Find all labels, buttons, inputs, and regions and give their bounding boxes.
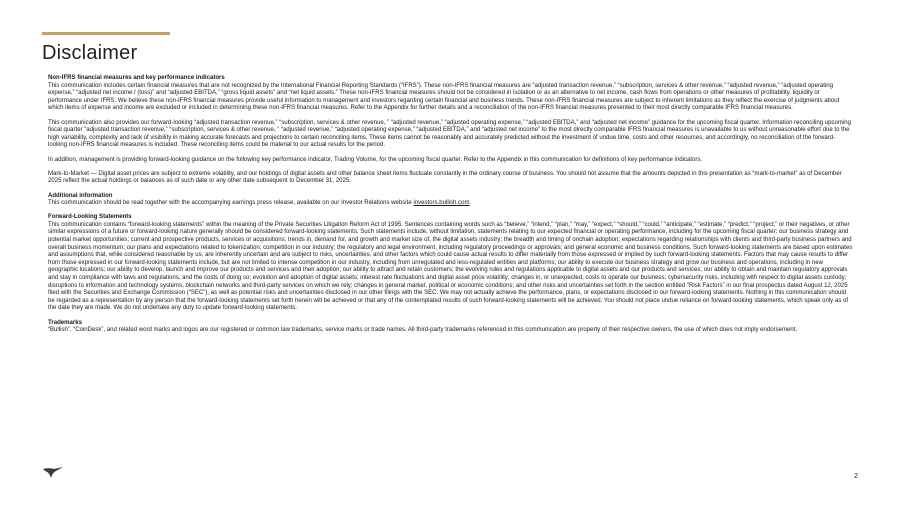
mark-to-market-text: Mark-to-Market — Digital asset prices are subject to extreme volatility, and our holdings of digital assets and other balance sheet items fluctuate constantly in the ordinary course of business. You should not assume that the amounts depicted in this presentation as “mark-to-market” as of December 2025 reflect the actual holdings or balances as of such date or any other date subsequent to December 31, 2025. <box>48 170 842 185</box>
guidance-section <box>48 120 854 150</box>
non-ifrs-paragraph-3: In addition, management is providing forward-looking guidance on the following key performance indicator, Trading Volume, for the upcoming fiscal quarter. Refer to the Appendix in this communication for definitions of key performance indicators. <box>48 156 703 163</box>
trademarks-text: “Bullish”, “CoinDesk”, and related word marks and logos are our registered or common law trademarks, service marks or trade names. All third-party trademarks referenced in this communication are property of their respective owners, the use of which does not imply endorsement. <box>48 327 798 334</box>
additional-info-tail: . <box>469 200 472 207</box>
additional-info-heading: Additional information <box>48 192 113 199</box>
page-title: Disclaimer <box>42 42 138 64</box>
trademarks-heading: Trademarks <box>48 319 82 326</box>
forward-looking-heading: Forward-Looking Statements <box>48 214 132 221</box>
investor-relations-link[interactable]: investors.bullish.com <box>413 200 470 207</box>
disclaimer-body <box>48 75 854 341</box>
title-accent-rule <box>42 32 170 35</box>
forward-looking-text: This communication contains “forward-looking statements” within the meaning of the Private Securities Litigation Reform Act of 1995. Sentences containing words such as “believe,” “intend,” “plan,” “may,” “expect,” “should,” “could,” “anticipate,” “estimate,” “predict,” “project,” or their negatives, or other similar expressions of a future or forward-looking nature generally should be considered forward-looking statements. Such statements include, without limitation, statements relating to our expected financial or operating performance, including for the upcoming fiscal quarter; our business strategy and potential market opportunities; current and prospective products, services or acquisitions; trends in, demand for, and growth and market size of, the digital assets industry; the breadth and timing of onchain adoption; expectations regarding relationships with clients and third-party business partners and overall business momentum; our plans and expectations related to tokenization; competition in our industry; the regulatory and legal environment, including regulatory proceedings or approvals; and general economic and business conditions. Such forward-looking statements are based upon estimates and assumptions that, while considered reasonable by us, are inherently uncertain and are subject to risks, uncertainties, and other factors which could cause actual results to differ materially from those expressed or implied by such forward-looking statements. Factors that may cause results to differ from those expressed in our forward-looking statements include, but are not limited to intense competition in our industry, including from unregulated and less-regulated entities and platforms; our ability to execute our business strategy and grow our business and operations, including in new geographic locations; our ability to develop, launch and improve our products and services and their adoption; our ability to attract and retain customers; the evolving rules and regulations applicable to digital assets and our products and services; our ability to obtain and maintain regulatory approvals and stay in compliance with laws and regulations, and the costs of doing so; evolution and adoption of digital assets; interest rate fluctuations and digital asset price volatility; changes in, or unexpected, costs to operate our business; cybersecurity risks, including with respect to digital assets custody; disruptions to information and technology systems, blockchain networks and third-party services on which we rely; changes in general market, political or economic conditions; and other risks and uncertainties set forth in the section entitled “Risk Factors” in our final prospectus dated August 12, 2025 filed with the Securities and Exchange Commission (“SEC”), as well as potential risks and uncertainties disclosed in our other filings with the SEC. We may not actually achieve the performance, plans, or expectations disclosed in our forward-looking statements. Nothing in this communication should be regarded as a representation by any person that the forward-looking statements set forth herein will be achieved or that any of the contemplated results of such forward-looking statements will be achieved. You should not place undue reliance on forward-looking statements, which speak only as of the date they are made. We do not undertake any duty to update forward-looking statements. <box>48 221 853 312</box>
bullish-logo-icon <box>42 466 64 480</box>
non-ifrs-section <box>48 75 854 113</box>
additional-info-section <box>48 193 854 208</box>
kpi-section <box>48 157 854 165</box>
trademarks-section <box>48 320 854 335</box>
non-ifrs-paragraph-2: This communication also provides our forward-looking “adjusted transaction revenue,” “subscription, services & other revenue, ” “adjusted revenue,” “adjusted operating expense,” “adjusted EBITDA,” and “adjusted net income” guidance for the upcoming fiscal quarter. Information reconciling upcoming fiscal quarter “adjusted transaction revenue,” “subscription, services & other revenue, ” “adjusted revenue,” “adjusted operating expense,” “adjusted EBITDA,” and “adjusted net income” to the most directly comparable IFRS financial measures is unavailable to us without unreasonable effort due to the high variability, complexity and lack of visibility in making accurate forecasts and projections to certain reconciling items. These items cannot be reasonably and accurately predicted without the investment of undue time, costs and other resources, and accordingly, no reconciliation of the forward-looking non-IFRS financial measures is included. These reconciling items could be material to our actual results for the period. <box>48 119 851 149</box>
non-ifrs-heading: Non-IFRS financial measures and key performance indicators <box>48 75 225 81</box>
page-number: 2 <box>854 473 858 480</box>
additional-info-lead: This communication should be read together with the accompanying earnings press release, available on our Investor Relations website <box>48 200 414 207</box>
non-ifrs-paragraph-1: This communication includes certain financial measures that are not recognized by the International Financial Reporting Standards (“IFRS”). These non-IFRS financial measures are “adjusted transaction revenue,” “subscription, services & other revenue,” “adjusted revenue,” “adjusted operating expense,” “adjusted net income / (loss)” and “adjusted EBITDA,” “gross liquid assets” and “net liquid assets.” These non-IFRS financial measures should not be considered in isolation or as an alternative to net income, cash flows from operations or other measures of profitability, liquidity or performance under IFRS. We believe these non-IFRS financial measures provide useful information to management and investors regarding certain financial and business trends. These non-IFRS financial measures are subject to inherent limitations as they reflect the exercise of judgments about which items of expense and income are excluded or included in determining these non-IFRS financial measures. Refer to the Appendix for further details and a reconciliation of the non-IFRS financial measures presented to their most directly comparable IFRS financial measures. <box>48 82 840 112</box>
additional-info-text <box>48 200 854 208</box>
mark-to-market-section <box>48 171 854 186</box>
forward-looking-section <box>48 214 854 313</box>
